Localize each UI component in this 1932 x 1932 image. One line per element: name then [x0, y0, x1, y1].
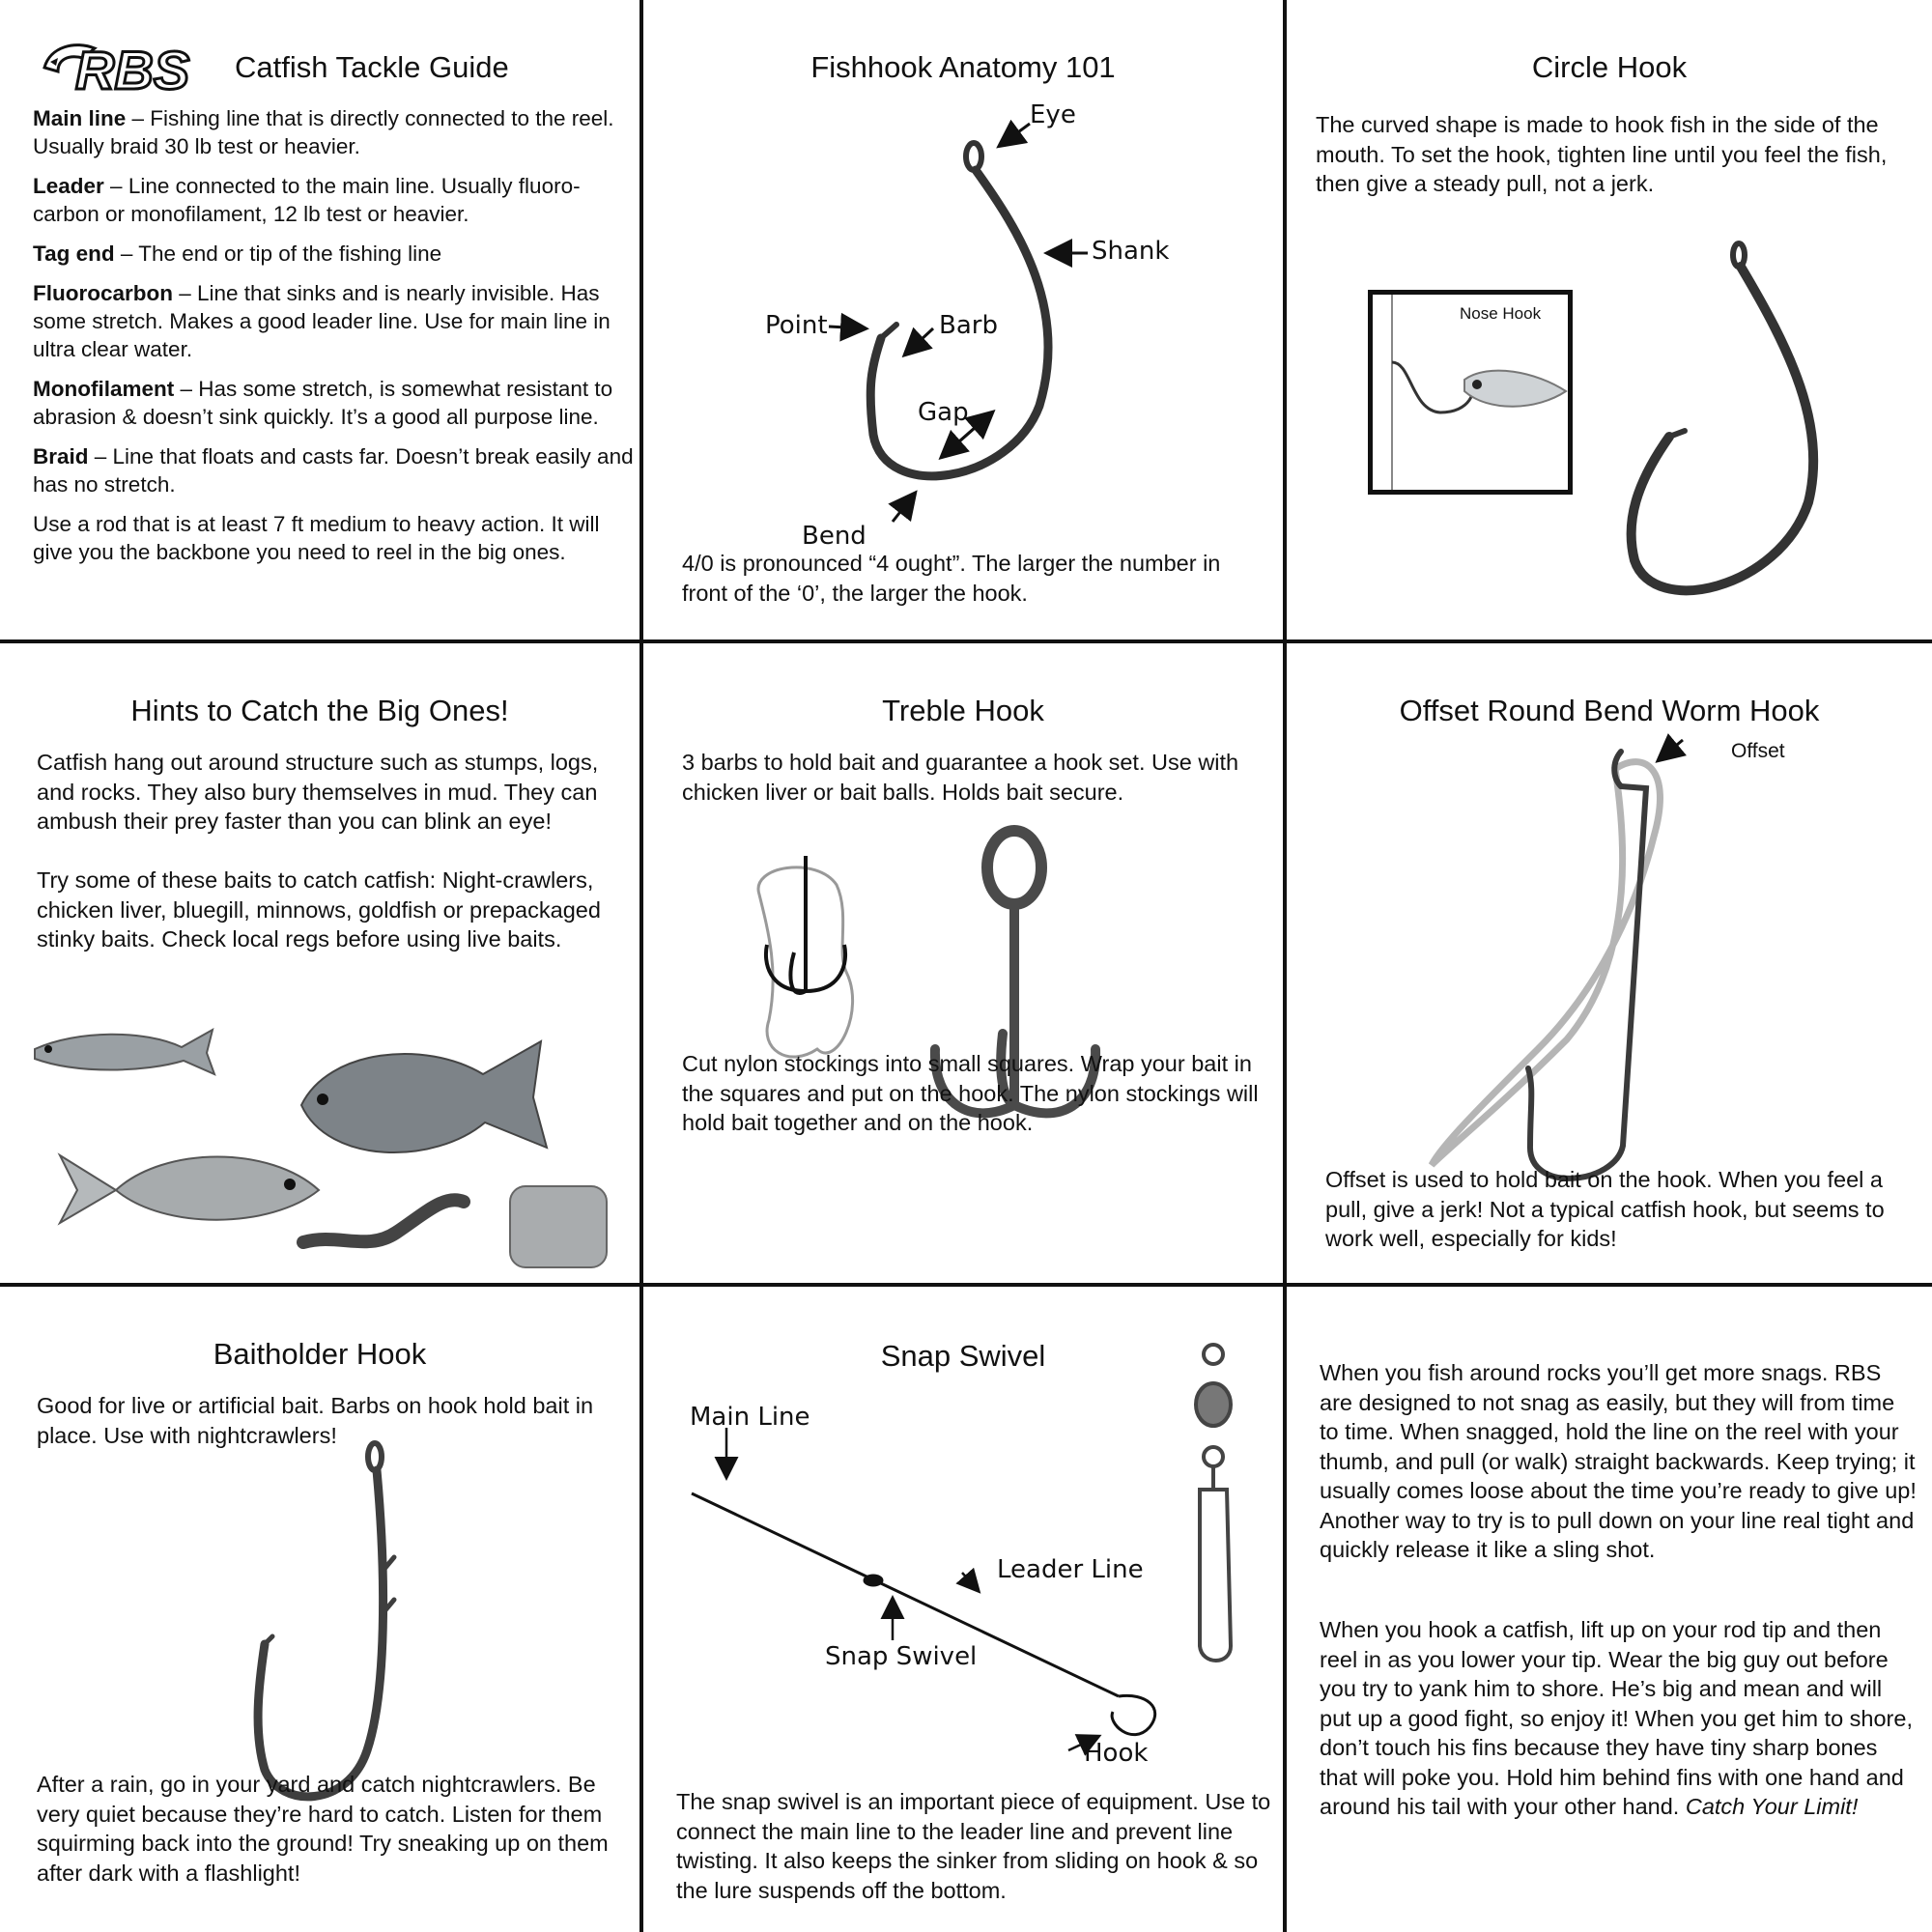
- tips-para-2: [1320, 1615, 1918, 1822]
- baitholder-panel: [0, 1287, 643, 1932]
- definition-list: [33, 104, 637, 578]
- label-shank: Shank: [1092, 237, 1170, 266]
- label-hook: Hook: [1084, 1739, 1149, 1768]
- swivel-title: Snap Swivel: [880, 1339, 1046, 1373]
- guide-title: Catfish Tackle Guide: [235, 50, 509, 84]
- term-text: – Line that sinks and is nearly invisible. Has some stretch. Makes a good leader line. Use for main line in ultra clear water.: [33, 281, 611, 361]
- term: Fluorocarbon: [33, 281, 173, 305]
- term-text: – Has some stretch, is somewhat resistant to abrasion & doesn’t sink quickly. It’s a good all purpose line.: [33, 377, 613, 429]
- definition-monofilament: [33, 375, 637, 431]
- bluegill-image: [301, 1041, 547, 1152]
- snap-swivel-panel: [643, 1287, 1287, 1932]
- stink-bait-image: [510, 1186, 607, 1267]
- rig-hook: [1112, 1695, 1155, 1734]
- definition-main-line: [33, 104, 637, 160]
- minnow-image: [35, 1030, 214, 1074]
- stocking-wrapped-hook: [758, 856, 853, 1057]
- label-eye: Eye: [1030, 100, 1076, 129]
- rod-note: Use a rod that is at least 7 ft medium to heavy action. It will give you the backbone you need to reel in the big ones.: [33, 512, 600, 564]
- rbs-logo: [37, 29, 230, 106]
- label-leader-line: Leader Line: [997, 1555, 1144, 1584]
- nightcrawler-image: [303, 1200, 464, 1242]
- tips-para-2-text: When you hook a catfish, lift up on your rod tip and then reel in as you lower your tip. Wear the big guy out before you try to yank him to shore. He’s big and mean and will put up a good fight, so enjoy it! When you get him to shore, don’t touch his fins because they have tiny sharp bones that will poke you. Hold him behind fins with one hand and around his tail with your other hand.: [1320, 1617, 1913, 1819]
- hints-para-2: Try some of these baits to catch catfish: Night-crawlers, chicken liver, bluegill, minnows, goldfish or prepackaged stinky baits. Check local regs before using live baits.: [37, 867, 601, 952]
- anatomy-panel: [643, 0, 1287, 643]
- rbs-logo-text: RBS: [75, 40, 190, 100]
- label-point: Point: [765, 311, 828, 340]
- baitholder-text: Good for live or artificial bait. Barbs on hook hold bait in place. Use with nightcrawlers!: [37, 1393, 594, 1448]
- offset-text: Offset is used to hold bait on the hook. When you feel a pull, give a jerk! Not a typical catfish hook, but seems to work well, especially for kids!: [1325, 1167, 1885, 1251]
- tackle-guide-panel: [0, 0, 643, 643]
- label-bend: Bend: [802, 522, 867, 551]
- hints-title: Hints to Catch the Big Ones!: [130, 694, 509, 727]
- baitholder-title: Baitholder Hook: [213, 1337, 427, 1371]
- goldfish-image: [60, 1155, 319, 1223]
- treble-title: Treble Hook: [882, 694, 1044, 727]
- circle-hook-panel: [1287, 0, 1932, 643]
- treble-hook-panel: [643, 643, 1287, 1287]
- label-snap-swivel: Snap Swivel: [825, 1642, 978, 1671]
- label-main-line: Main Line: [690, 1403, 810, 1432]
- term: Braid: [33, 444, 89, 469]
- term-text: – Line connected to the main line. Usually fluoro-carbon or monofilament, 12 lb test or heavier.: [33, 174, 581, 226]
- hints-panel: [0, 643, 643, 1287]
- tips-closing: Catch Your Limit!: [1685, 1794, 1859, 1819]
- definition-tag-end: [33, 240, 637, 268]
- treble-text: 3 barbs to hold bait and guarantee a hook set. Use with chicken liver or bait balls. Holds bait secure.: [682, 750, 1239, 805]
- definition-braid: [33, 442, 637, 498]
- term: Tag end: [33, 242, 115, 266]
- bait-illustrations: [0, 643, 643, 1287]
- tips-para-1: When you fish around rocks you’ll get more snags. RBS are designed to not snag as easily, but they will from time to time. When snagged, hold the line on the reel with your thumb, and pull (or walk) straight backwards. Keep trying; it usually comes loose about the time you’re ready to give up! Another way to try is to pull down on your line real tight and quickly release it like a sling shot.: [1320, 1360, 1917, 1562]
- definition-fluorocarbon: [33, 279, 637, 363]
- tips-panel: [1287, 1287, 1932, 1932]
- label-barb: Barb: [939, 311, 998, 340]
- circle-title: Circle Hook: [1531, 50, 1688, 84]
- term-text: – Line that floats and casts far. Doesn’t break easily and has no stretch.: [33, 444, 634, 497]
- nose-hook-label: Nose Hook: [1460, 304, 1542, 323]
- rig-sinker: [864, 1575, 883, 1586]
- term-text: – Fishing line that is directly connected to the reel. Usually braid 30 lb test or heavier.: [33, 106, 614, 158]
- baitholder-text-2: After a rain, go in your yard and catch nightcrawlers. Be very quiet because they’re hard to catch. Listen for them squirming back into the ground! Try sneaking up on them after dark with a flashlight!: [37, 1772, 609, 1886]
- swivel-text: The snap swivel is an important piece of equipment. Use to connect the main line to the leader line and prevent line twisting. It also keeps the sinker from sliding on hook & so the lure suspends off the bottom.: [676, 1789, 1271, 1903]
- label-gap: Gap: [918, 398, 969, 427]
- treble-hook-drawing: [643, 643, 1287, 1287]
- anatomy-title: Fishhook Anatomy 101: [810, 50, 1116, 84]
- circle-hook-drawing: [1287, 0, 1932, 643]
- offset-hook-panel: [1287, 643, 1932, 1287]
- snap-swivel-image: [1196, 1345, 1231, 1661]
- term: Monofilament: [33, 377, 175, 401]
- hints-para-1: Catfish hang out around structure such as stumps, logs, and rocks. They also bury themselves in mud. They can ambush their prey faster than you can blink an eye!: [37, 750, 599, 834]
- offset-label: Offset: [1731, 740, 1785, 762]
- circle-text: The curved shape is made to hook fish in the side of the mouth. To set the hook, tighten line until you feel the fish, then give a steady pull, not a jerk.: [1316, 112, 1888, 196]
- term-text: – The end or tip of the fishing line: [114, 242, 442, 266]
- offset-title: Offset Round Bend Worm Hook: [1399, 694, 1820, 727]
- term: Leader: [33, 174, 104, 198]
- term: Main line: [33, 106, 127, 130]
- anatomy-note: 4/0 is pronounced “4 ought”. The larger the number in front of the ‘0’, the larger the hook.: [682, 551, 1221, 606]
- definition-leader: [33, 172, 637, 228]
- treble-text-2: Cut nylon stockings into small squares. Wrap your bait in the squares and put on the hook. The nylon stockings will hold bait together and on the hook.: [682, 1051, 1259, 1135]
